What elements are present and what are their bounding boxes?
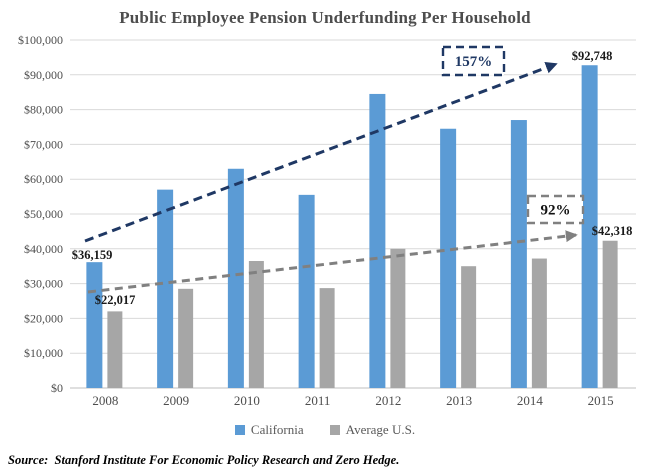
point-label: $22,017	[94, 293, 136, 307]
x-axis-tick-label: 2008	[92, 393, 119, 408]
x-axis-tick-label: 2011	[304, 393, 331, 408]
bar-layer	[86, 65, 617, 408]
bar-california-2008	[86, 262, 102, 388]
x-axis-tick-label: 2010	[233, 393, 260, 408]
trend-annotation-label: 157%	[454, 54, 493, 70]
x-axis-tick-label: 2015	[587, 393, 614, 408]
bar-california-2014	[511, 120, 527, 388]
label-layer	[72, 47, 633, 307]
point-label: $92,748	[571, 49, 613, 63]
bar-average-u-s--2010	[249, 261, 264, 388]
bar-california-2013	[440, 129, 456, 388]
bar-average-u-s--2012	[390, 249, 405, 388]
bar-california-2010	[228, 169, 244, 388]
point-label: $36,159	[71, 248, 113, 262]
point-label: $42,318	[591, 224, 633, 238]
y-axis-tick-label: $70,000	[24, 137, 63, 152]
y-axis-tick-label: $20,000	[24, 311, 63, 326]
average-us-legend-label: Average U.S.	[345, 422, 416, 437]
x-axis-tick-label: 2009	[163, 393, 190, 408]
chart-legend	[0, 422, 650, 438]
y-axis-tick-label: $90,000	[24, 67, 63, 82]
bar-average-u-s--2015	[603, 241, 618, 388]
legend-item-california	[235, 422, 304, 438]
bar-california-2012	[369, 94, 385, 388]
pension-bar-chart	[0, 30, 650, 415]
source-note: Source: Stanford Institute For Economic Policy Research and Zero Hedge.	[8, 453, 400, 467]
california-legend-label: California	[250, 422, 304, 437]
y-axis-tick-label: $50,000	[24, 207, 63, 221]
bar-average-u-s--2013	[461, 266, 476, 388]
y-axis-tick-label: $80,000	[24, 102, 63, 117]
y-axis-tick-label: $30,000	[24, 276, 63, 291]
bar-california-2009	[157, 190, 173, 388]
trend-annotation-label: 92%	[540, 202, 571, 219]
y-axis-tick-label: $100,000	[18, 33, 63, 47]
bar-average-u-s--2011	[320, 288, 335, 388]
legend-item-average-us	[330, 422, 415, 438]
average-us-swatch	[330, 425, 340, 435]
chart-title: Public Employee Pension Underfunding Per Household	[119, 8, 531, 27]
y-axis-tick-label: $0	[51, 381, 63, 395]
y-axis-tick-label: $10,000	[24, 346, 63, 361]
y-axis-tick-label: $40,000	[24, 241, 63, 256]
x-axis-tick-label: 2012	[375, 393, 402, 408]
x-axis-tick-label: 2013	[446, 393, 473, 408]
bar-california-2011	[299, 195, 315, 388]
bar-average-u-s--2008	[107, 311, 122, 388]
x-axis-tick-label: 2014	[516, 393, 543, 408]
california-swatch	[235, 425, 245, 435]
bar-average-u-s--2009	[178, 289, 193, 388]
y-axis-tick-label: $60,000	[24, 172, 63, 187]
bar-average-u-s--2014	[532, 259, 547, 388]
